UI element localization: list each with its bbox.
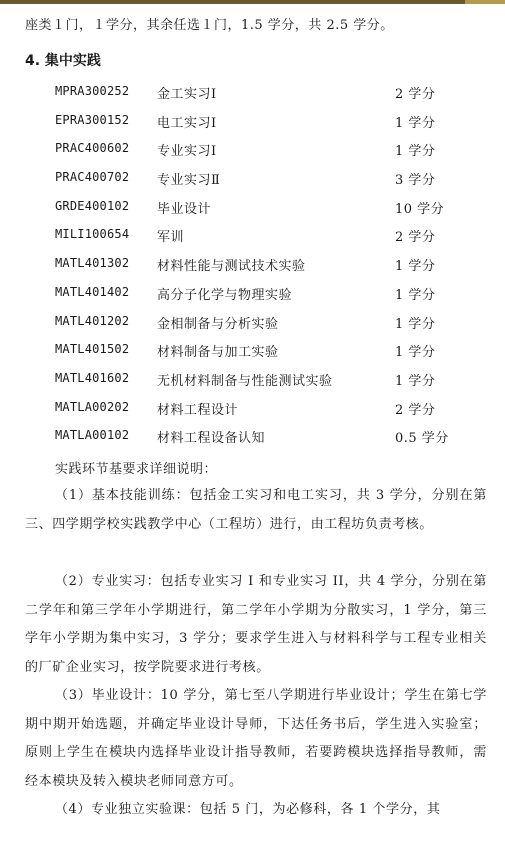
course-credit: 1 学分 bbox=[395, 115, 436, 131]
course-credit: 1 学分 bbox=[395, 316, 436, 332]
course-row bbox=[55, 137, 485, 166]
course-name: 毕业设计 bbox=[157, 201, 212, 217]
course-code: MATL401402 bbox=[55, 284, 130, 299]
course-credit: 1 学分 bbox=[395, 345, 436, 361]
requirement-paragraph-internship: （2）专业实习：包括专业实习 I 和专业实习 II，共 4 学分，分别在第二学年和第三学年小学期进行，第二学年小学期为分散实习，1 学分，第三学年小学期为集中实习，3 学分；要求学生进入与材料科学与工程专业相关的厂矿企业实习，按学院要求进行考核。 bbox=[25, 574, 487, 675]
course-code: MILI100654 bbox=[55, 227, 130, 242]
course-name: 专业实习Ⅰ bbox=[157, 144, 217, 160]
course-row bbox=[55, 109, 485, 138]
course-code: MATL401302 bbox=[55, 256, 130, 271]
intro-line: 座类１门，１学分，其余任选１门，1.5 学分，共 2.5 学分。 bbox=[25, 18, 394, 33]
course-list bbox=[55, 80, 485, 453]
course-row bbox=[55, 424, 485, 453]
course-credit: 2 学分 bbox=[395, 87, 436, 102]
course-code: MATL401502 bbox=[55, 342, 130, 357]
course-name: 金相制备与分析实验 bbox=[157, 316, 279, 332]
course-name: 电工实习Ⅰ bbox=[157, 115, 217, 131]
course-code: EPRA300152 bbox=[55, 112, 130, 127]
course-row bbox=[55, 195, 485, 224]
course-code: PRAC400702 bbox=[55, 170, 130, 185]
course-name: 材料制备与加工实验 bbox=[157, 345, 279, 361]
course-credit: 2 学分 bbox=[395, 402, 436, 418]
course-code: MATL401202 bbox=[55, 313, 130, 328]
top-header-rule bbox=[0, 0, 505, 4]
course-row bbox=[55, 281, 485, 310]
course-code: MPRA300252 bbox=[55, 84, 130, 98]
course-credit: 1 学分 bbox=[395, 373, 436, 389]
course-code: MATLA00102 bbox=[55, 428, 130, 443]
course-row bbox=[55, 338, 485, 367]
course-code: MATL401602 bbox=[55, 370, 130, 385]
course-row bbox=[55, 166, 485, 195]
course-row bbox=[55, 396, 485, 425]
course-name: 金工实习Ⅰ bbox=[157, 87, 217, 102]
course-name: 军训 bbox=[157, 230, 185, 246]
top-header-rule-accent bbox=[465, 0, 505, 4]
course-name: 无机材料制备与性能测试实验 bbox=[157, 373, 333, 389]
course-row bbox=[55, 252, 485, 281]
requirement-paragraph-graduation-design: （3）毕业设计：10 学分，第七至八学期进行毕业设计；学生在第七学期中期开始选题，并确定毕业设计导师，下达任务书后，学生进入实验室；原则上学生在模块内选择毕业设计指导教师，若要跨模块选择指导教师，需经本模块及转入模块老师同意方可。 bbox=[25, 688, 487, 789]
course-name: 材料性能与测试技术实验 bbox=[157, 259, 306, 275]
requirement-paragraph-basic-skills: （1）基本技能训练：包括金工实习和电工实习，共 3 学分，分别在第三、四学期学校实践教学中心（工程坊）进行，由工程坊负责考核。 bbox=[25, 488, 487, 532]
section-title: 4. 集中实践 bbox=[25, 53, 101, 69]
course-credit: 10 学分 bbox=[395, 201, 445, 217]
course-row bbox=[55, 367, 485, 396]
course-code: PRAC400602 bbox=[55, 141, 130, 156]
course-name: 材料工程设计 bbox=[157, 402, 239, 418]
course-row bbox=[55, 310, 485, 339]
course-name: 专业实习Ⅱ bbox=[157, 173, 221, 189]
course-name: 材料工程设备认知 bbox=[157, 431, 266, 447]
course-row bbox=[55, 223, 485, 252]
course-credit: 1 学分 bbox=[395, 287, 436, 303]
course-credit: 2 学分 bbox=[395, 230, 436, 246]
requirements-heading: 实践环节基要求详细说明： bbox=[55, 462, 218, 477]
course-code: GRDE400102 bbox=[55, 198, 130, 213]
course-code: MATLA00202 bbox=[55, 399, 130, 414]
course-row bbox=[55, 80, 485, 109]
course-credit: 1 学分 bbox=[395, 144, 436, 160]
course-credit: 1 学分 bbox=[395, 259, 436, 275]
course-name: 高分子化学与物理实验 bbox=[157, 287, 293, 303]
course-credit: 0.5 学分 bbox=[395, 431, 449, 447]
course-credit: 3 学分 bbox=[395, 173, 436, 189]
requirement-paragraph-lab-courses: （4）专业独立实验课：包括 5 门，为必修科，各 1 个学分，其 bbox=[54, 802, 441, 817]
